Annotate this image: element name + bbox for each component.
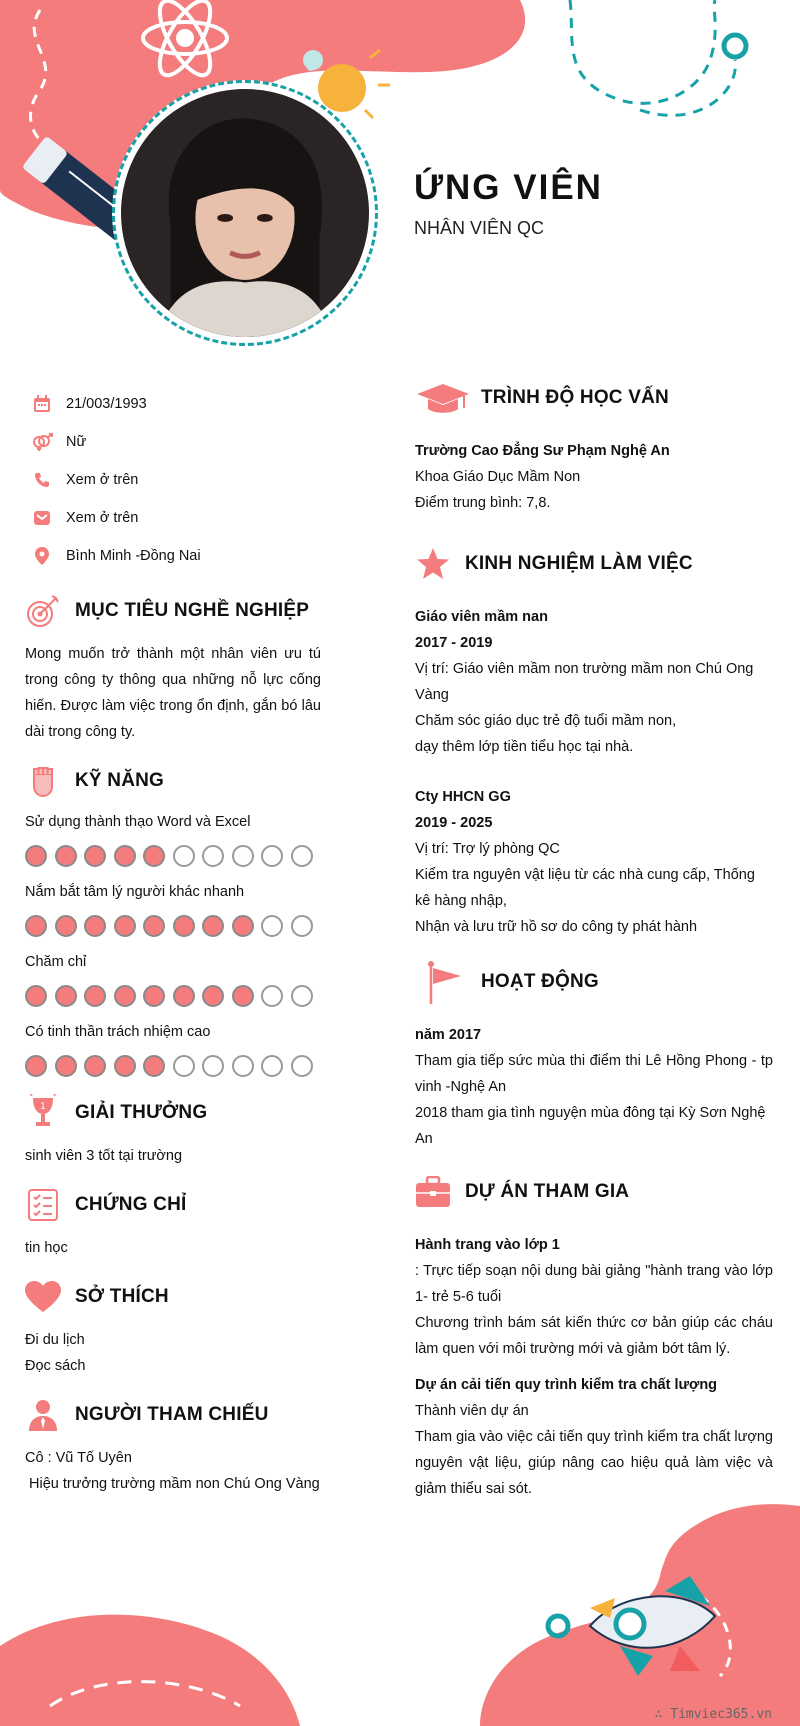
activities-year: năm 2017	[415, 1027, 482, 1043]
skills-list	[25, 811, 321, 1077]
experience-section	[415, 546, 773, 940]
project-entry	[415, 1232, 773, 1362]
rating-dot-empty	[232, 1055, 254, 1077]
watermark: ∴ Timviec365.vn	[654, 1707, 772, 1722]
projects-list	[415, 1232, 773, 1502]
rating-dot-empty	[261, 985, 283, 1007]
target-icon	[25, 593, 61, 629]
info-gender	[25, 423, 321, 461]
skills-title: KỸ NĂNG	[75, 770, 165, 791]
references-heading	[25, 1397, 321, 1433]
star-icon	[415, 546, 451, 582]
rating-dot-empty	[291, 845, 313, 867]
skill-name: Có tinh thần trách nhiệm cao	[25, 1024, 211, 1040]
rating-dot-filled	[55, 915, 77, 937]
skill-name: Nắm bắt tâm lý người khác nhanh	[25, 884, 245, 900]
rating-dot-empty	[202, 1055, 224, 1077]
rating-dot-filled	[202, 985, 224, 1007]
skill-name: Sử dụng thành thạo Word và Excel	[25, 814, 251, 830]
calendar-icon	[28, 394, 56, 414]
rating-dot-filled	[84, 1055, 106, 1077]
trophy-icon	[25, 1095, 61, 1131]
avatar-frame	[112, 80, 378, 346]
awards-heading	[25, 1095, 321, 1131]
info-birthdate	[25, 385, 321, 423]
skills-heading	[25, 763, 321, 799]
briefcase-icon	[415, 1174, 451, 1210]
info-address-text: Bình Minh -Đồng Nai	[66, 548, 201, 564]
rating-dot-filled	[114, 845, 136, 867]
references-title: NGƯỜI THAM CHIẾU	[75, 1404, 269, 1425]
project-description: Tham gia vào việc cải tiến quy trình kiểm tra chất lượng nguyên vật liệu, giúp nâng cao hiệu quả làm việc và giảm thiểu sai sót.	[415, 1429, 773, 1497]
job-detail: Nhận và lưu trữ hồ sơ do công ty phát hành	[415, 919, 698, 935]
rating-dot-filled	[143, 845, 165, 867]
job-detail: Kiểm tra nguyên vật liệu từ các nhà cung cấp, Thống kê hàng nhập,	[415, 867, 755, 909]
hobbies-heading	[25, 1279, 321, 1315]
job-company: Giáo viên mầm nan	[415, 609, 548, 625]
candidate-name: ỨNG VIÊN	[414, 168, 603, 207]
awards-title: GIẢI THƯỞNG	[75, 1102, 208, 1123]
objective-heading	[25, 593, 321, 629]
left-column	[25, 385, 321, 1497]
projects-heading	[415, 1174, 773, 1210]
rating-dot-filled	[25, 1055, 47, 1077]
info-phone-text: Xem ở trên	[66, 472, 139, 488]
flag-icon	[415, 964, 471, 1000]
location-icon	[28, 546, 56, 566]
job-detail: dạy thêm lớp tiền tiểu học tại nhà.	[415, 739, 634, 755]
rating-dot-filled	[84, 915, 106, 937]
rating-dot-filled	[55, 985, 77, 1007]
skill-rating	[25, 985, 321, 1007]
rating-dot-filled	[232, 985, 254, 1007]
rating-dot-empty	[261, 1055, 283, 1077]
activities-heading	[415, 964, 773, 1000]
activities-line: 2018 tham gia tình nguyện mùa đông tại Kỳ Sơn Nghệ An	[415, 1105, 766, 1147]
rating-dot-filled	[84, 845, 106, 867]
certificates-text: tin học	[25, 1240, 68, 1256]
info-address	[25, 537, 321, 575]
graduation-cap-icon	[415, 380, 471, 416]
rating-dot-filled	[25, 845, 47, 867]
project-description: Chương trình bám sát kiến thức cơ bản giúp các cháu làm quen với môi trường mới và giảm bớt tâm lý.	[415, 1315, 773, 1357]
rating-dot-filled	[143, 1055, 165, 1077]
skill-name: Chăm chỉ	[25, 954, 87, 970]
certificates-heading	[25, 1187, 321, 1223]
svg-text:1: 1	[40, 1102, 46, 1112]
hobbies-title: SỞ THÍCH	[75, 1286, 169, 1307]
rating-dot-filled	[232, 915, 254, 937]
rating-dot-filled	[143, 985, 165, 1007]
avatar	[121, 89, 369, 337]
rating-dot-empty	[291, 915, 313, 937]
skill-rating	[25, 1055, 321, 1077]
project-entry	[415, 1372, 773, 1502]
candidate-position: NHÂN VIÊN QC	[414, 218, 545, 238]
jobs-list	[415, 604, 773, 940]
job-detail: Chăm sóc giáo dục trẻ độ tuổi mầm non,	[415, 713, 677, 729]
rating-dot-filled	[25, 915, 47, 937]
info-email-text: Xem ở trên	[66, 510, 139, 526]
rating-dot-filled	[55, 845, 77, 867]
skill-rating	[25, 915, 321, 937]
activities-line: Tham gia tiếp sức mùa thi điểm thi Lê Hồng Phong - tp vinh -Nghệ An	[415, 1053, 773, 1095]
job-entry	[415, 604, 773, 760]
education-gpa: Điểm trung bình: 7,8.	[415, 495, 551, 511]
person-icon	[25, 1397, 61, 1433]
fist-icon	[25, 763, 61, 799]
phone-icon	[28, 470, 56, 490]
job-entry	[415, 784, 773, 940]
activities-title: HOẠT ĐỘNG	[481, 971, 599, 992]
objective-text: Mong muốn trở thành một nhân viên ưu tú trong công ty thông qua những nỗ lực cống hiến. Được làm việc trong ổn định, gắn bó lâu dài trong công ty.	[25, 646, 321, 740]
experience-heading	[415, 546, 773, 582]
hobby-item: Đi du lịch	[25, 1332, 85, 1348]
rating-dot-filled	[55, 1055, 77, 1077]
info-birthdate-text: 21/003/1993	[66, 396, 147, 412]
education-heading	[415, 380, 773, 416]
education-title: TRÌNH ĐỘ HỌC VẤN	[481, 387, 669, 408]
right-column	[415, 380, 773, 1524]
email-icon	[28, 508, 56, 528]
footer-decoration-right	[470, 1496, 800, 1726]
project-role: : Trực tiếp soạn nội dung bài giảng "hành trang vào lớp 1- trẻ 5-6 tuổi	[415, 1263, 773, 1305]
skill-rating	[25, 845, 321, 867]
rating-dot-filled	[114, 985, 136, 1007]
checklist-icon	[25, 1187, 61, 1223]
info-phone	[25, 461, 321, 499]
rating-dot-filled	[173, 985, 195, 1007]
rating-dot-filled	[143, 915, 165, 937]
project-role: Thành viên dự án	[415, 1403, 529, 1419]
education-school: Trường Cao Đẳng Sư Phạm Nghệ An	[415, 443, 670, 459]
rating-dot-empty	[261, 915, 283, 937]
rating-dot-empty	[202, 845, 224, 867]
rating-dot-empty	[291, 985, 313, 1007]
job-detail: Vị trí: Giáo viên mầm non trường mầm non Chú Ong Vàng	[415, 661, 754, 703]
rating-dot-filled	[25, 985, 47, 1007]
rating-dot-empty	[291, 1055, 313, 1077]
projects-title: DỰ ÁN THAM GIA	[465, 1181, 630, 1202]
rating-dot-empty	[173, 845, 195, 867]
experience-title: KINH NGHIỆM LÀM VIỆC	[465, 553, 693, 574]
education-major: Khoa Giáo Dục Mầm Non	[415, 469, 581, 485]
awards-text: sinh viên 3 tốt tại trường	[25, 1148, 183, 1164]
objective-title: MỤC TIÊU NGHỀ NGHIỆP	[75, 600, 310, 621]
project-name: Hành trang vào lớp 1	[415, 1237, 560, 1253]
project-name: Dự án cải tiến quy trình kiểm tra chất lượng	[415, 1377, 718, 1393]
rating-dot-filled	[114, 1055, 136, 1077]
job-company: Cty HHCN GG	[415, 789, 511, 805]
rating-dot-empty	[232, 845, 254, 867]
rating-dot-empty	[261, 845, 283, 867]
info-gender-text: Nữ	[66, 434, 87, 450]
education-section	[415, 380, 773, 516]
rating-dot-empty	[173, 1055, 195, 1077]
gender-icon	[28, 432, 56, 452]
info-email	[25, 499, 321, 537]
reference-name: Cô : Vũ Tố Uyên	[25, 1450, 132, 1466]
footer-decoration-left	[0, 1586, 320, 1726]
activities-section	[415, 964, 773, 1152]
job-period: 2017 - 2019	[415, 635, 493, 651]
heart-icon	[25, 1279, 61, 1315]
certificates-title: CHỨNG CHỈ	[75, 1194, 187, 1215]
reference-role: Hiệu trưởng trường mầm non Chú Ong Vàng	[25, 1476, 320, 1492]
rating-dot-filled	[84, 985, 106, 1007]
rating-dot-filled	[114, 915, 136, 937]
rating-dot-filled	[202, 915, 224, 937]
job-period: 2019 - 2025	[415, 815, 493, 831]
job-detail: Vị trí: Trợ lý phòng QC	[415, 841, 560, 857]
hobby-item: Đọc sách	[25, 1358, 86, 1374]
rating-dot-filled	[173, 915, 195, 937]
projects-section	[415, 1174, 773, 1502]
